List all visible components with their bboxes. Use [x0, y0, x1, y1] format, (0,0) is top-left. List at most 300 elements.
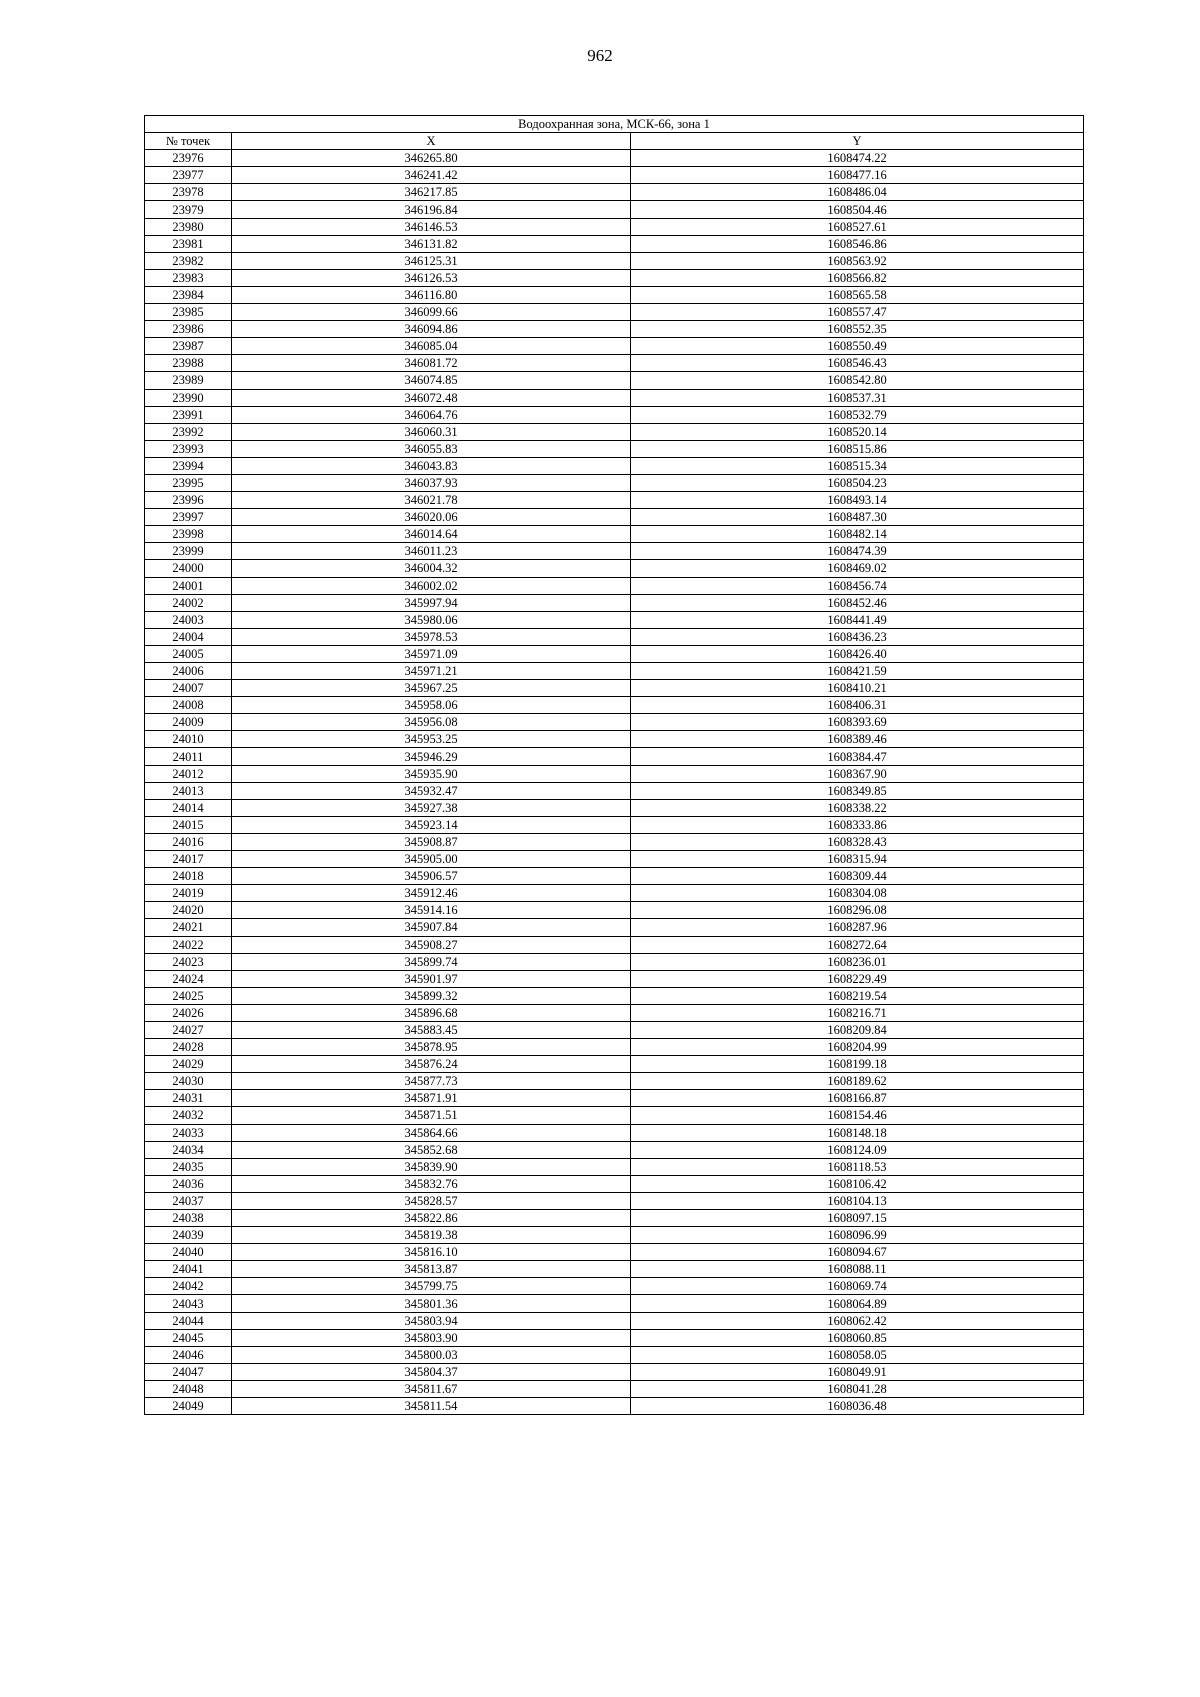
point-number-cell: 24016	[145, 833, 232, 850]
y-cell: 1608546.43	[631, 355, 1084, 372]
table-row	[145, 902, 1084, 919]
point-number-cell: 23987	[145, 338, 232, 355]
point-number-cell: 24000	[145, 560, 232, 577]
table-row	[145, 1090, 1084, 1107]
table-row	[145, 457, 1084, 474]
y-cell: 1608393.69	[631, 714, 1084, 731]
table-row	[145, 1398, 1084, 1415]
table-row	[145, 1261, 1084, 1278]
table-row	[145, 970, 1084, 987]
table-row	[145, 1124, 1084, 1141]
point-number-cell: 23981	[145, 235, 232, 252]
table-row	[145, 1363, 1084, 1380]
point-number-cell: 24011	[145, 748, 232, 765]
y-cell: 1608520.14	[631, 423, 1084, 440]
point-number-cell: 23978	[145, 184, 232, 201]
table-row	[145, 269, 1084, 286]
table-row	[145, 663, 1084, 680]
x-cell: 345914.16	[232, 902, 631, 919]
table-row	[145, 577, 1084, 594]
y-cell: 1608049.91	[631, 1363, 1084, 1380]
table-row	[145, 1073, 1084, 1090]
y-cell: 1608469.02	[631, 560, 1084, 577]
x-cell: 345908.27	[232, 936, 631, 953]
table-row	[145, 389, 1084, 406]
y-cell: 1608064.89	[631, 1295, 1084, 1312]
table-row	[145, 1056, 1084, 1073]
table-row	[145, 1004, 1084, 1021]
x-cell: 346241.42	[232, 167, 631, 184]
y-cell: 1608566.82	[631, 269, 1084, 286]
point-number-cell: 24045	[145, 1329, 232, 1346]
table-row	[145, 1107, 1084, 1124]
y-cell: 1608204.99	[631, 1039, 1084, 1056]
x-cell: 345819.38	[232, 1227, 631, 1244]
x-cell: 346020.06	[232, 509, 631, 526]
point-number-cell: 24020	[145, 902, 232, 919]
table-row	[145, 1158, 1084, 1175]
table-row	[145, 406, 1084, 423]
table-row	[145, 1312, 1084, 1329]
point-number-cell: 24006	[145, 663, 232, 680]
point-number-cell: 24019	[145, 885, 232, 902]
point-number-cell: 23982	[145, 252, 232, 269]
table-row	[145, 423, 1084, 440]
x-cell: 346055.83	[232, 440, 631, 457]
table-row	[145, 611, 1084, 628]
page-number: 962	[587, 46, 613, 65]
x-cell: 345876.24	[232, 1056, 631, 1073]
x-cell: 345799.75	[232, 1278, 631, 1295]
table-row	[145, 440, 1084, 457]
point-number-cell: 24026	[145, 1004, 232, 1021]
x-cell: 345980.06	[232, 611, 631, 628]
table-row	[145, 1192, 1084, 1209]
point-number-cell: 24041	[145, 1261, 232, 1278]
point-number-cell: 24035	[145, 1158, 232, 1175]
table-row	[145, 594, 1084, 611]
x-cell: 346099.66	[232, 304, 631, 321]
table-row	[145, 645, 1084, 662]
point-number-cell: 23997	[145, 509, 232, 526]
x-cell: 345811.54	[232, 1398, 631, 1415]
point-number-cell: 24007	[145, 680, 232, 697]
x-cell: 345871.51	[232, 1107, 631, 1124]
x-cell: 346081.72	[232, 355, 631, 372]
y-cell: 1608477.16	[631, 167, 1084, 184]
table-row	[145, 1021, 1084, 1038]
x-cell: 346043.83	[232, 457, 631, 474]
table-row	[145, 1380, 1084, 1397]
point-number-cell: 23979	[145, 201, 232, 218]
y-cell: 1608229.49	[631, 970, 1084, 987]
y-cell: 1608088.11	[631, 1261, 1084, 1278]
y-cell: 1608537.31	[631, 389, 1084, 406]
point-number-cell: 23976	[145, 150, 232, 167]
x-cell: 345967.25	[232, 680, 631, 697]
point-number-cell: 24049	[145, 1398, 232, 1415]
table-row	[145, 321, 1084, 338]
y-cell: 1608199.18	[631, 1056, 1084, 1073]
point-number-cell: 23990	[145, 389, 232, 406]
table-row	[145, 748, 1084, 765]
y-cell: 1608410.21	[631, 680, 1084, 697]
y-cell: 1608436.23	[631, 628, 1084, 645]
table-row	[145, 1227, 1084, 1244]
y-cell: 1608104.13	[631, 1192, 1084, 1209]
y-cell: 1608069.74	[631, 1278, 1084, 1295]
table-title-row	[145, 116, 1084, 133]
table-row	[145, 167, 1084, 184]
table-row	[145, 1278, 1084, 1295]
x-cell: 346037.93	[232, 474, 631, 491]
table-row	[145, 868, 1084, 885]
x-cell: 345908.87	[232, 833, 631, 850]
x-cell: 345956.08	[232, 714, 631, 731]
table-row	[145, 252, 1084, 269]
table-row	[145, 474, 1084, 491]
point-number-cell: 24025	[145, 987, 232, 1004]
table-row	[145, 765, 1084, 782]
point-number-cell: 24010	[145, 731, 232, 748]
x-cell: 345953.25	[232, 731, 631, 748]
x-cell: 345877.73	[232, 1073, 631, 1090]
point-number-cell: 24024	[145, 970, 232, 987]
x-cell: 345852.68	[232, 1141, 631, 1158]
point-number-cell: 24004	[145, 628, 232, 645]
y-cell: 1608367.90	[631, 765, 1084, 782]
y-cell: 1608493.14	[631, 492, 1084, 509]
x-cell: 345958.06	[232, 697, 631, 714]
point-number-cell: 24033	[145, 1124, 232, 1141]
y-cell: 1608389.46	[631, 731, 1084, 748]
y-cell: 1608504.23	[631, 474, 1084, 491]
y-cell: 1608474.39	[631, 543, 1084, 560]
table-row	[145, 1329, 1084, 1346]
y-cell: 1608304.08	[631, 885, 1084, 902]
x-cell: 346126.53	[232, 269, 631, 286]
table-row	[145, 492, 1084, 509]
point-number-cell: 24012	[145, 765, 232, 782]
y-cell: 1608482.14	[631, 526, 1084, 543]
table-row	[145, 714, 1084, 731]
point-number-cell: 24013	[145, 782, 232, 799]
x-cell: 346146.53	[232, 218, 631, 235]
x-cell: 346021.78	[232, 492, 631, 509]
x-cell: 345946.29	[232, 748, 631, 765]
y-cell: 1608333.86	[631, 816, 1084, 833]
point-number-cell: 24031	[145, 1090, 232, 1107]
x-cell: 345803.90	[232, 1329, 631, 1346]
table-row	[145, 1295, 1084, 1312]
y-cell: 1608106.42	[631, 1175, 1084, 1192]
x-cell: 346116.80	[232, 286, 631, 303]
point-number-cell: 23998	[145, 526, 232, 543]
x-cell: 346196.84	[232, 201, 631, 218]
point-number-cell: 24008	[145, 697, 232, 714]
table-row	[145, 560, 1084, 577]
y-cell: 1608563.92	[631, 252, 1084, 269]
table-row	[145, 1141, 1084, 1158]
point-number-cell: 24039	[145, 1227, 232, 1244]
y-cell: 1608565.58	[631, 286, 1084, 303]
point-number-cell: 24017	[145, 851, 232, 868]
table-body	[145, 150, 1084, 1415]
table-row	[145, 286, 1084, 303]
y-cell: 1608209.84	[631, 1021, 1084, 1038]
point-number-cell: 24032	[145, 1107, 232, 1124]
x-cell: 345896.68	[232, 1004, 631, 1021]
x-cell: 345828.57	[232, 1192, 631, 1209]
y-cell: 1608096.99	[631, 1227, 1084, 1244]
y-cell: 1608557.47	[631, 304, 1084, 321]
point-number-cell: 24014	[145, 799, 232, 816]
y-cell: 1608542.80	[631, 372, 1084, 389]
x-cell: 345905.00	[232, 851, 631, 868]
x-cell: 346060.31	[232, 423, 631, 440]
table-row	[145, 1039, 1084, 1056]
x-cell: 345883.45	[232, 1021, 631, 1038]
x-cell: 345813.87	[232, 1261, 631, 1278]
y-cell: 1608550.49	[631, 338, 1084, 355]
x-cell: 345811.67	[232, 1380, 631, 1397]
coordinates-table	[144, 115, 1084, 1415]
x-cell: 345932.47	[232, 782, 631, 799]
x-cell: 345803.94	[232, 1312, 631, 1329]
x-cell: 346265.80	[232, 150, 631, 167]
x-cell: 345816.10	[232, 1244, 631, 1261]
table-row	[145, 543, 1084, 560]
y-cell: 1608097.15	[631, 1210, 1084, 1227]
x-cell: 346217.85	[232, 184, 631, 201]
point-number-cell: 23994	[145, 457, 232, 474]
x-cell: 345971.09	[232, 645, 631, 662]
table-row	[145, 184, 1084, 201]
x-cell: 345997.94	[232, 594, 631, 611]
x-cell: 346064.76	[232, 406, 631, 423]
x-cell: 346004.32	[232, 560, 631, 577]
point-number-cell: 24021	[145, 919, 232, 936]
x-cell: 345907.84	[232, 919, 631, 936]
y-cell: 1608236.01	[631, 953, 1084, 970]
x-cell: 346131.82	[232, 235, 631, 252]
x-cell: 346072.48	[232, 389, 631, 406]
x-cell: 345935.90	[232, 765, 631, 782]
point-number-cell: 24037	[145, 1192, 232, 1209]
table-row	[145, 816, 1084, 833]
y-cell: 1608421.59	[631, 663, 1084, 680]
point-number-cell: 24002	[145, 594, 232, 611]
x-cell: 345927.38	[232, 799, 631, 816]
table-row	[145, 526, 1084, 543]
table-row	[145, 851, 1084, 868]
y-cell: 1608487.30	[631, 509, 1084, 526]
y-cell: 1608515.34	[631, 457, 1084, 474]
point-number-cell: 24027	[145, 1021, 232, 1038]
x-cell: 345912.46	[232, 885, 631, 902]
y-cell: 1608328.43	[631, 833, 1084, 850]
point-number-cell: 24028	[145, 1039, 232, 1056]
point-number-cell: 23992	[145, 423, 232, 440]
table-row	[145, 355, 1084, 372]
y-cell: 1608094.67	[631, 1244, 1084, 1261]
point-number-cell: 23983	[145, 269, 232, 286]
table-row	[145, 235, 1084, 252]
point-number-cell: 24047	[145, 1363, 232, 1380]
y-cell: 1608062.42	[631, 1312, 1084, 1329]
x-cell: 345899.32	[232, 987, 631, 1004]
point-number-cell: 23985	[145, 304, 232, 321]
x-cell: 345822.86	[232, 1210, 631, 1227]
y-cell: 1608166.87	[631, 1090, 1084, 1107]
y-cell: 1608118.53	[631, 1158, 1084, 1175]
point-number-cell: 23980	[145, 218, 232, 235]
point-number-cell: 23991	[145, 406, 232, 423]
table-row	[145, 1175, 1084, 1192]
x-cell: 346094.86	[232, 321, 631, 338]
point-number-cell: 23986	[145, 321, 232, 338]
x-cell: 345971.21	[232, 663, 631, 680]
y-cell: 1608456.74	[631, 577, 1084, 594]
y-cell: 1608504.46	[631, 201, 1084, 218]
table-header-row	[145, 133, 1084, 150]
point-number-cell: 24040	[145, 1244, 232, 1261]
y-cell: 1608546.86	[631, 235, 1084, 252]
table-row	[145, 218, 1084, 235]
x-cell: 346125.31	[232, 252, 631, 269]
y-cell: 1608287.96	[631, 919, 1084, 936]
table-row	[145, 628, 1084, 645]
table-row	[145, 936, 1084, 953]
y-cell: 1608315.94	[631, 851, 1084, 868]
table-row	[145, 680, 1084, 697]
table-row	[145, 1346, 1084, 1363]
table-row	[145, 304, 1084, 321]
point-number-cell: 23995	[145, 474, 232, 491]
y-cell: 1608552.35	[631, 321, 1084, 338]
point-number-cell: 24036	[145, 1175, 232, 1192]
table-row	[145, 1210, 1084, 1227]
y-cell: 1608058.05	[631, 1346, 1084, 1363]
table-row	[145, 509, 1084, 526]
y-cell: 1608189.62	[631, 1073, 1084, 1090]
table-title: Водоохранная зона, МСК-66, зона 1	[145, 116, 1084, 133]
point-number-cell: 24009	[145, 714, 232, 731]
x-cell: 345978.53	[232, 628, 631, 645]
table-row	[145, 338, 1084, 355]
point-number-cell: 24029	[145, 1056, 232, 1073]
y-cell: 1608406.31	[631, 697, 1084, 714]
x-cell: 346085.04	[232, 338, 631, 355]
x-cell: 345804.37	[232, 1363, 631, 1380]
x-cell: 345878.95	[232, 1039, 631, 1056]
y-cell: 1608426.40	[631, 645, 1084, 662]
point-number-cell: 24018	[145, 868, 232, 885]
y-cell: 1608296.08	[631, 902, 1084, 919]
point-number-cell: 23989	[145, 372, 232, 389]
point-number-cell: 24005	[145, 645, 232, 662]
x-cell: 345801.36	[232, 1295, 631, 1312]
point-number-cell: 24023	[145, 953, 232, 970]
y-cell: 1608219.54	[631, 987, 1084, 1004]
point-number-cell: 23977	[145, 167, 232, 184]
table-row	[145, 150, 1084, 167]
y-cell: 1608148.18	[631, 1124, 1084, 1141]
x-cell: 346074.85	[232, 372, 631, 389]
x-cell: 345906.57	[232, 868, 631, 885]
point-number-cell: 24043	[145, 1295, 232, 1312]
point-number-cell: 24034	[145, 1141, 232, 1158]
x-cell: 345899.74	[232, 953, 631, 970]
point-number-cell: 23993	[145, 440, 232, 457]
table-row	[145, 201, 1084, 218]
point-number-cell: 24038	[145, 1210, 232, 1227]
point-number-cell: 24046	[145, 1346, 232, 1363]
y-cell: 1608338.22	[631, 799, 1084, 816]
x-cell: 345901.97	[232, 970, 631, 987]
point-number-cell: 24022	[145, 936, 232, 953]
y-cell: 1608041.28	[631, 1380, 1084, 1397]
y-cell: 1608216.71	[631, 1004, 1084, 1021]
table-row	[145, 731, 1084, 748]
y-cell: 1608532.79	[631, 406, 1084, 423]
y-cell: 1608384.47	[631, 748, 1084, 765]
y-cell: 1608154.46	[631, 1107, 1084, 1124]
y-cell: 1608124.09	[631, 1141, 1084, 1158]
header-x: X	[232, 133, 631, 150]
y-cell: 1608036.48	[631, 1398, 1084, 1415]
header-point-number: № точек	[145, 133, 232, 150]
x-cell: 346014.64	[232, 526, 631, 543]
y-cell: 1608527.61	[631, 218, 1084, 235]
y-cell: 1608272.64	[631, 936, 1084, 953]
x-cell: 345832.76	[232, 1175, 631, 1192]
x-cell: 345839.90	[232, 1158, 631, 1175]
header-y: Y	[631, 133, 1084, 150]
table-row	[145, 799, 1084, 816]
table-row	[145, 697, 1084, 714]
table-row	[145, 987, 1084, 1004]
y-cell: 1608474.22	[631, 150, 1084, 167]
y-cell: 1608515.86	[631, 440, 1084, 457]
y-cell: 1608060.85	[631, 1329, 1084, 1346]
table-row	[145, 885, 1084, 902]
table-row	[145, 1244, 1084, 1261]
y-cell: 1608441.49	[631, 611, 1084, 628]
y-cell: 1608486.04	[631, 184, 1084, 201]
table-row	[145, 953, 1084, 970]
point-number-cell: 24001	[145, 577, 232, 594]
point-number-cell: 23996	[145, 492, 232, 509]
point-number-cell: 24003	[145, 611, 232, 628]
y-cell: 1608309.44	[631, 868, 1084, 885]
table-row	[145, 919, 1084, 936]
table-row	[145, 372, 1084, 389]
x-cell: 345800.03	[232, 1346, 631, 1363]
point-number-cell: 24015	[145, 816, 232, 833]
point-number-cell: 24030	[145, 1073, 232, 1090]
point-number-cell: 23984	[145, 286, 232, 303]
table-row	[145, 833, 1084, 850]
y-cell: 1608452.46	[631, 594, 1084, 611]
x-cell: 345864.66	[232, 1124, 631, 1141]
x-cell: 346002.02	[232, 577, 631, 594]
point-number-cell: 23999	[145, 543, 232, 560]
point-number-cell: 24048	[145, 1380, 232, 1397]
table-row	[145, 782, 1084, 799]
point-number-cell: 23988	[145, 355, 232, 372]
y-cell: 1608349.85	[631, 782, 1084, 799]
